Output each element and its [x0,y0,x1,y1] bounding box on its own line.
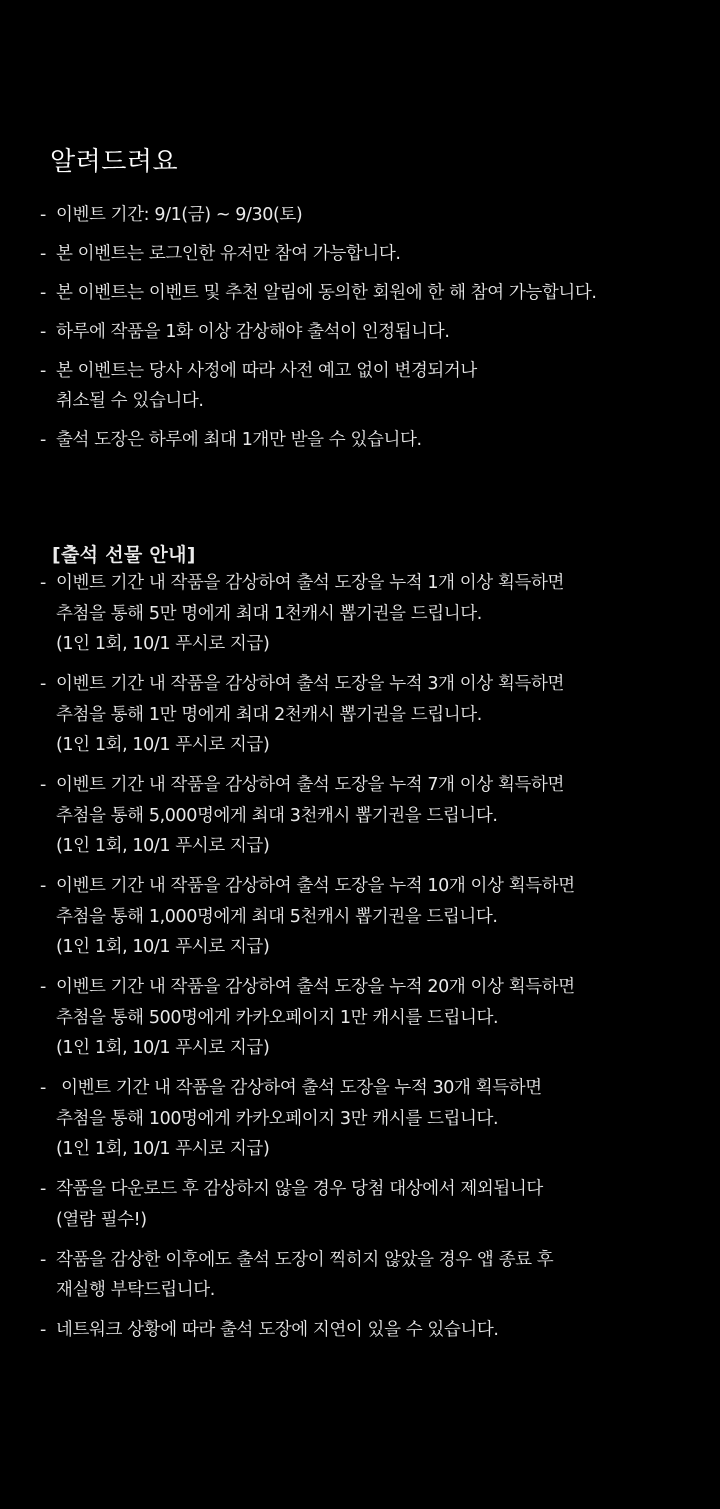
gift-guide-item [40,972,710,1064]
bullet-dash: - [40,573,46,593]
notice-list [40,200,710,464]
bullet-dash: - [40,430,46,450]
gift-guide-list [40,568,710,1355]
item-text [56,317,449,347]
item-text-line: (열람 필수!) [56,1209,147,1230]
item-text-line: 이벤트 기간 내 작품을 감상하여 출석 도장을 누적 30개 획득하면 [56,1078,542,1098]
bullet-dash: - [40,283,46,303]
bullet-dash: - [40,322,46,342]
item-text-line: 추첨을 통해 1만 명에게 최대 2천캐시 뽑기권을 드립니다. [56,704,482,725]
gift-guide-item [40,1073,710,1165]
item-text-line: (1인 1회, 10/1 푸시로 지급) [56,1038,270,1058]
item-text [56,770,564,862]
item-text-line: 하루에 작품을 1화 이상 감상해야 출석이 인정됩니다. [56,322,450,342]
item-text-line: 이벤트 기간 내 작품을 감상하여 출석 도장을 누적 7개 이상 획득하면 [56,775,564,795]
notice-item [40,317,710,347]
notice-item [40,425,710,455]
item-text-line: (1인 1회, 10/1 푸시로 지급) [56,735,270,755]
item-text-line: 취소될 수 있습니다. [56,391,204,411]
gift-guide-title: [출석 선물 안내] [52,543,196,566]
item-text [56,356,477,416]
item-text-line: 이벤트 기간 내 작품을 감상하여 출석 도장을 누적 1개 이상 획득하면 [56,573,564,593]
item-text [56,1245,553,1306]
item-text-line: (1인 1회, 10/1 푸시로 지급) [56,937,270,957]
item-text-line: 작품을 감상한 이후에도 출석 도장이 찍히지 않았을 경우 앱 종료 후 [56,1249,554,1270]
item-text-line: 추첨을 통해 5만 명에게 최대 1천캐시 뽑기권을 드립니다. [56,603,482,624]
notice-item [40,278,710,308]
item-text-line: (1인 1회, 10/1 푸시로 지급) [56,836,270,856]
bullet-dash: - [40,674,46,694]
gift-guide-item [40,770,710,862]
gift-guide-item [40,1315,710,1346]
item-text-line: 추첨을 통해 100명에게 카카오페이지 3만 캐시를 드립니다. [56,1108,499,1129]
bullet-dash: - [40,1249,46,1270]
item-text-line: 작품을 다운로드 후 감상하지 않을 경우 당첨 대상에서 제외됩니다 [56,1179,543,1199]
item-text [56,278,597,308]
item-text-line: 추첨을 통해 5,000명에게 최대 3천캐시 뽑기권을 드립니다. [56,805,498,826]
item-text [56,568,564,660]
item-text-line: 출석 도장은 하루에 최대 1개만 받을 수 있습니다. [56,430,422,450]
item-text [56,1174,543,1235]
bullet-dash: - [40,775,46,795]
gift-guide-item [40,1174,710,1235]
item-text-line: 본 이벤트는 이벤트 및 추천 알림에 동의한 회원에 한 해 참여 가능합니다. [56,283,597,303]
bullet-dash: - [40,1078,46,1098]
bullet-dash: - [40,244,46,264]
item-text-line: 본 이벤트는 로그인한 유저만 참여 가능합니다. [56,244,401,264]
item-text-line: 이벤트 기간 내 작품을 감상하여 출석 도장을 누적 3개 이상 획득하면 [56,674,564,694]
item-text-line: (1인 1회, 10/1 푸시로 지급) [56,634,270,654]
bullet-dash: - [40,977,46,997]
item-text [56,239,401,269]
bullet-dash: - [40,1320,46,1340]
bullet-dash: - [40,361,46,381]
notice-item [40,356,710,416]
item-text-line: 네트워크 상황에 따라 출석 도장에 지연이 있을 수 있습니다. [56,1320,499,1340]
gift-guide-item [40,1245,710,1306]
gift-guide-item [40,669,710,761]
item-text [56,200,302,230]
item-text-line: 추첨을 통해 1,000명에게 최대 5천캐시 뽑기권을 드립니다. [56,906,498,927]
bullet-dash: - [40,205,46,225]
notice-item [40,200,710,230]
item-text [56,669,564,761]
notice-title: 알려드려요 [50,147,179,178]
item-text-line: 이벤트 기간: 9/1(금) ~ 9/30(토) [56,205,303,225]
item-text [56,1315,499,1346]
item-text [56,1073,542,1165]
item-text-line: 재실행 부탁드립니다. [56,1280,215,1300]
gift-guide-item [40,568,710,660]
notice-item [40,239,710,269]
item-text-line: 이벤트 기간 내 작품을 감상하여 출석 도장을 누적 20개 이상 획득하면 [56,977,575,997]
item-text-line: 본 이벤트는 당사 사정에 따라 사전 예고 없이 변경되거나 [56,361,477,381]
bullet-dash: - [40,1179,46,1199]
item-text-line: (1인 1회, 10/1 푸시로 지급) [56,1139,270,1159]
item-text [56,972,575,1064]
gift-guide-item [40,871,710,963]
item-text-line: 추첨을 통해 500명에게 카카오페이지 1만 캐시를 드립니다. [56,1007,499,1028]
item-text-line: 이벤트 기간 내 작품을 감상하여 출석 도장을 누적 10개 이상 획득하면 [56,876,575,896]
item-text [56,425,422,455]
item-text [56,871,575,963]
bullet-dash: - [40,876,46,896]
